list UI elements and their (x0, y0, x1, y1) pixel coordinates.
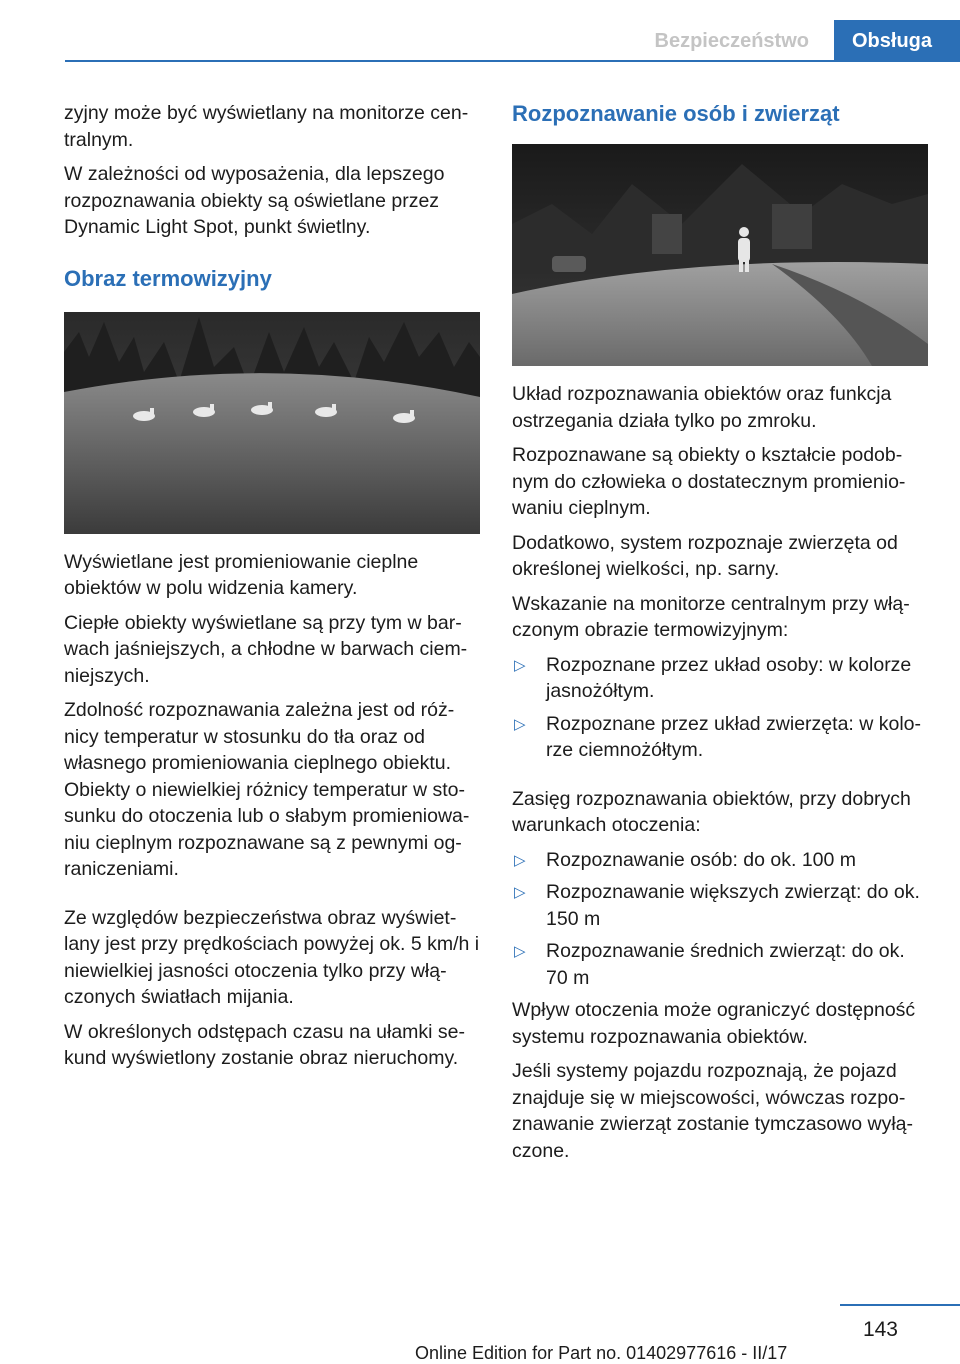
list-item-text: Rozpoznawanie średnich zwierząt: do ok. 70 m (546, 940, 905, 989)
right-column (512, 100, 930, 1172)
list-item (512, 879, 930, 932)
paragraph: Zasięg rozpoznawania obiektów, przy dobrych warunkach otoczenia: (512, 786, 930, 839)
paragraph: Wpływ otoczenia może ograniczyć dostępność systemu rozpoznawania obiektów. (512, 997, 930, 1050)
header-tabs (630, 20, 960, 62)
paragraph: Ciepłe obiekty wyświetlane są przy tym w bar-wach jaśniejszych, a chłodne w barwach ciem-niejszych. (64, 610, 482, 690)
page-number: 143 (863, 1318, 898, 1342)
paragraph: Ze względów bezpieczeństwa obraz wyświet-lany jest przy prędkościach powyżej ok. 5 km/h i niewielkiej jasności otoczenia tylko przy włą-czonych światłach mijania. (64, 905, 482, 1011)
paragraph: Rozpoznawane są obiekty o kształcie podob-nym do człowieka o dostatecznym promienio-waniu cieplnym. (512, 442, 930, 522)
triangle-bullet-icon: ▷ (514, 880, 526, 907)
paragraph: W określonych odstępach czasu na ułamki se-kund wyświetlony zostanie obraz nieruchomy. (64, 1019, 482, 1072)
night-scene-figure (512, 144, 928, 366)
list-item-text: Rozpoznawanie większych zwierząt: do ok. 150 m (546, 881, 920, 930)
bullet-list-colors (512, 652, 930, 764)
list-item-text: Rozpoznawanie osób: do ok. 100 m (546, 849, 856, 871)
triangle-bullet-icon: ▷ (514, 939, 526, 966)
left-column (64, 100, 482, 1080)
list-item (512, 847, 930, 874)
paragraph: Jeśli systemy pojazdu rozpoznają, że pojazd znajduje się w miejscowości, wówczas rozpo-znawanie zwierząt zostanie tymczasowo wyłą-czone. (512, 1058, 930, 1164)
header-rule (65, 60, 960, 62)
paragraph: Dodatkowo, system rozpoznaje zwierzęta od określonej wielkości, np. sarny. (512, 530, 930, 583)
edition-line: Online Edition for Part no. 01402977616 - II/17 (415, 1343, 787, 1364)
list-item (512, 652, 930, 705)
list-item-text: Rozpoznane przez układ osoby: w kolorze jasnożółtym. (546, 654, 911, 703)
footer-rule (840, 1304, 960, 1306)
triangle-bullet-icon: ▷ (514, 848, 526, 875)
thermal-image-figure (64, 312, 480, 534)
triangle-bullet-icon: ▷ (514, 712, 526, 739)
list-item (512, 938, 930, 991)
list-item (512, 711, 930, 764)
paragraph: Układ rozpoznawania obiektów oraz funkcja ostrzegania działa tylko po zmroku. (512, 381, 930, 434)
paragraph: Wskazanie na monitorze centralnym przy włą-czonym obrazie termowizyjnym: (512, 591, 930, 644)
paragraph: zyjny może być wyświetlany na monitorze cen-tralnym. (64, 100, 482, 153)
list-item-text: Rozpoznane przez układ zwierzęta: w kolo-rze ciemnożółtym. (546, 713, 921, 762)
paragraph: Wyświetlane jest promieniowanie cieplne obiektów w polu widzenia kamery. (64, 549, 482, 602)
section-heading-thermal: Obraz termowizyjny (64, 265, 482, 293)
tab-bezpieczenstwo[interactable]: Bezpieczeństwo (630, 20, 834, 62)
paragraph: Zdolność rozpoznawania zależna jest od róż-nicy temperatur w stosunku do tła oraz od własnego promieniowania cieplnego obiektu. Obiekty o niewielkiej różnicy temperatur w sto-sunku do otoczenia lub o słabym promieniowa-niu cieplnym rozpoznawane są z pewnymi og-raniczeniami. (64, 697, 482, 883)
triangle-bullet-icon: ▷ (514, 653, 526, 680)
paragraph: W zależności od wyposażenia, dla lepszego rozpoznawania obiekty są oświetlane przez Dynamic Light Spot, punkt świetlny. (64, 161, 482, 241)
section-heading-recognition: Rozpoznawanie osób i zwierząt (512, 100, 930, 128)
bullet-list-ranges (512, 847, 930, 992)
tab-obsluga[interactable]: Obsługa (834, 20, 960, 62)
